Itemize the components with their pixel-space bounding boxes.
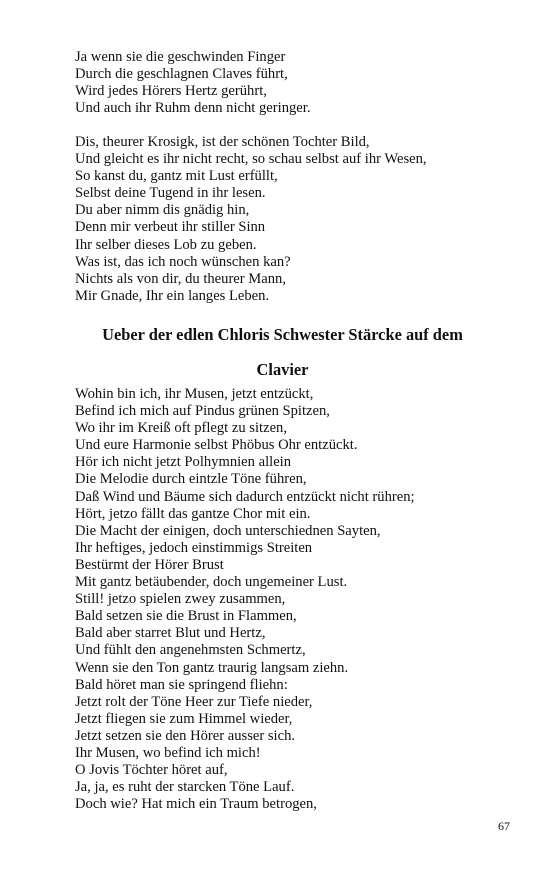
poem-line: Nichts als von dir, du theurer Mann, xyxy=(75,270,286,287)
poem-line: O Jovis Töchter höret auf, xyxy=(75,762,228,779)
poem-line: Doch wie? Hat mich ein Traum betrogen, xyxy=(75,796,317,813)
stanza-3 xyxy=(75,386,515,813)
poem-line: Jetzt fliegen sie zum Himmel wieder, xyxy=(75,710,293,727)
poem-line: Ihr selber dieses Lob zu geben. xyxy=(75,236,257,253)
poem-line: Und gleicht es ihr nicht recht, so schau selbst auf ihr Wesen, xyxy=(75,151,427,168)
poem-line: Bald höret man sie springend fliehn: xyxy=(75,676,288,693)
page-number: 67 xyxy=(498,819,510,833)
poem-line: Die Macht der einigen, doch unterschiednen Sayten, xyxy=(75,522,381,539)
poem-line: Selbst deine Tugend in ihr lesen. xyxy=(75,185,266,202)
stanza-2 xyxy=(75,134,515,305)
poem-line: Ja wenn sie die geschwinden Finger xyxy=(75,49,286,65)
poem-line: Mir Gnade, Ihr ein langes Leben. xyxy=(75,287,270,304)
poem-line: Ihr heftiges, jedoch einstimmigs Streiten xyxy=(75,539,313,556)
poem-line: So kanst du, gantz mit Lust erfüllt, xyxy=(75,168,278,185)
poem-line: Jetzt setzen sie den Hörer ausser sich. xyxy=(75,727,296,744)
poem-line: Wo ihr im Kreiß oft pflegt zu sitzen, xyxy=(75,420,288,437)
poem-line: Ja, ja, es ruht der starcken Töne Lauf. xyxy=(75,779,295,796)
poem-line: Mit gantz betäubender, doch ungemeiner Lust. xyxy=(75,574,348,591)
poem-line: Wird jedes Hörers Hertz gerührt, xyxy=(75,83,267,100)
poem-line: Und fühlt den angenehmsten Schmertz, xyxy=(75,642,306,659)
poem-line: Hör ich nicht jetzt Polhymnien allein xyxy=(75,454,292,471)
poem-line: Und auch ihr Ruhm denn nicht geringer. xyxy=(75,100,311,117)
stanza-1 xyxy=(75,49,515,117)
poem-line: Bald setzen sie die Brust in Flammen, xyxy=(75,608,297,625)
poem-line: Denn mir verbeut ihr stiller Sinn xyxy=(75,219,266,236)
poem-line: Dis, theurer Krosigk, ist der schönen Tochter Bild, xyxy=(75,134,370,150)
poem-line: Die Melodie durch eintzle Töne führen, xyxy=(75,471,307,488)
poem-line: Was ist, das ich noch wünschen kan? xyxy=(75,253,291,270)
poem-line: Hört, jetzo fällt das gantze Chor mit ein. xyxy=(75,505,311,522)
poem-line: Wohin bin ich, ihr Musen, jetzt entzückt, xyxy=(75,386,314,402)
poem-line: Und eure Harmonie selbst Phöbus Ohr entzückt. xyxy=(75,437,358,454)
poem-line: Jetzt rolt der Töne Heer zur Tiefe nieder, xyxy=(75,693,313,710)
poem-line: Du aber nimm dis gnädig hin, xyxy=(75,202,250,219)
poem-line: Ihr Musen, wo befind ich mich! xyxy=(75,744,261,761)
poem-line: Durch die geschlagnen Claves führt, xyxy=(75,66,288,83)
poem-line: Befind ich mich auf Pindus grünen Spitzen, xyxy=(75,403,330,420)
poem-line: Bestürmt der Hörer Brust xyxy=(75,556,224,573)
poem-line: Daß Wind und Bäume sich dadurch entzückt nicht rühren; xyxy=(75,488,415,505)
poem-line: Wenn sie den Ton gantz traurig langsam ziehn. xyxy=(75,659,349,676)
poem-line: Still! jetzo spielen zwey zusammen, xyxy=(75,591,286,608)
poem-title: Ueber der edlen Chloris Schwester Stärcke auf dem xyxy=(102,325,463,344)
poem-title-continuation: Clavier xyxy=(256,360,309,379)
poem-line: Bald aber starret Blut und Hertz, xyxy=(75,625,266,642)
